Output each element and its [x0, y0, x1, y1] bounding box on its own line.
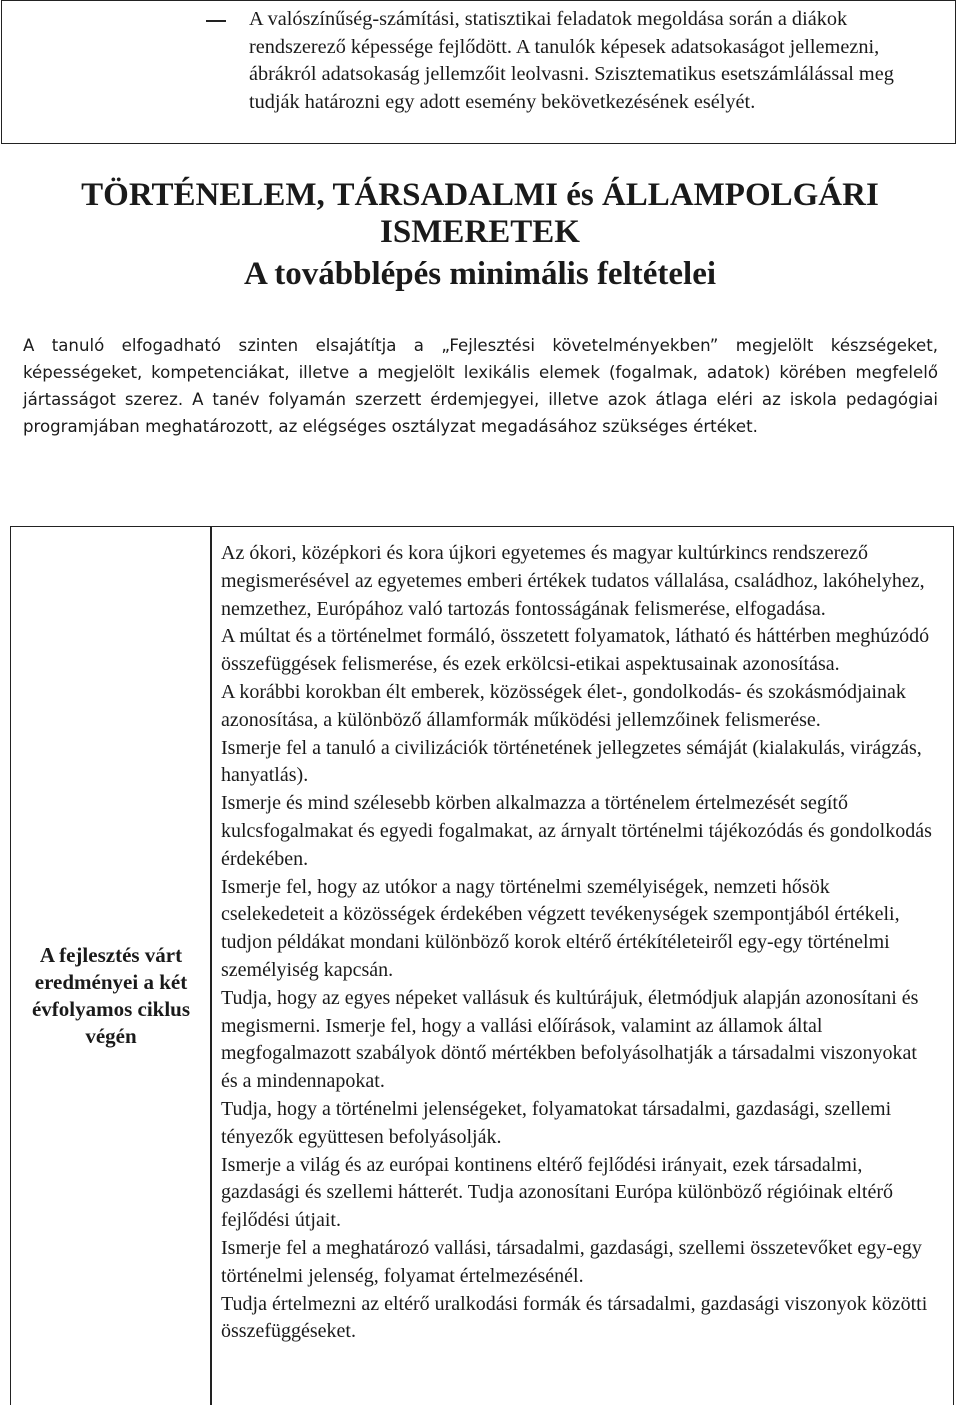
outcome-paragraph: Tudja, hogy az egyes népeket vallásuk és kultúrájuk, életmódjuk alapján azonosítani és megismerni. Ismerje fel, hogy a vallási előírások, valamint az államok által megfogalmazott szabályok döntő mértékben befolyásolhatják a társadalmi viszonyokat és a mindennapokat.	[221, 986, 919, 1093]
section-title-line-1: TÖRTÉNELEM, TÁRSADALMI és ÁLLAMPOLGÁRI	[81, 177, 879, 213]
outcome-paragraph: Ismerje fel a tanuló a civilizációk történetének jellegzetes sémáját (kialakulás, virágzás, hanyatlás).	[221, 736, 922, 787]
section-title-line-2: ISMERETEK	[380, 214, 580, 250]
section-subtitle: A továbblépés minimális feltételei	[243, 256, 717, 292]
outcomes-label: A fejlesztés várt eredményei a két évfolyamos ciklus végén	[31, 943, 191, 1048]
top-table-cell	[1, 0, 956, 144]
bullet-text: A valószínűség-számítási, statisztikai feladatok megoldása során a diákok rendszerező képessége fejlődött. A tanulók képesek adatsokaságot jellemezni, ábrákról adatsokaság jellemzőit leolvasni. Szisztematikus esetszámlálással meg tudják határozni egy adott esemény bekövetkezésének esélyét.	[249, 8, 894, 113]
outcomes-content-cell	[221, 540, 933, 1346]
column-divider	[210, 527, 212, 1405]
dash-bullet	[206, 20, 226, 22]
outcome-paragraph: A múltat és a történelmet formáló, összetett folyamatok, látható és háttérben meghúzódó összefüggések felismerése, és ezek erkölcsi-etikai aspektusainak azonosítása.	[221, 625, 930, 676]
intro-paragraph: A tanuló elfogadható szinten elsajátítja a „Fejlesztési követelményekben” megjelölt készségeket, képességeket, kompetenciákat, illetve a megjelölt lexikális elemek (fogalmak, adatok) körében megfelelő jártasságot szerez. A tanév folyamán szerzett érdemjegyei, illetve azok átlaga eléri az iskola pedagógiai programjában meghatározott, az elégséges osztályzat megadásához szükséges értéket.	[23, 336, 938, 436]
outcomes-table	[10, 526, 954, 1405]
outcome-paragraph: A korábbi korokban élt emberek, közösségek élet-, gondolkodás- és szokásmódjainak azonosítása, a különböző államformák működési jellemzőinek felismerése.	[221, 680, 906, 731]
outcome-paragraph: Ismerje és mind szélesebb körben alkalmazza a történelem értelmezését segítő kulcsfogalmakat és egyedi fogalmakat, az árnyalt történelmi tájékozódás és gondolkodás érdekében.	[221, 792, 932, 870]
outcomes-label-cell	[11, 527, 211, 1405]
outcome-paragraph: Ismerje fel a meghatározó vallási, társadalmi, gazdasági, szellemi összetevőket egy-egy történelmi jelenség, folyamat értelmezésénél.	[221, 1236, 922, 1287]
outcome-paragraph: Tudja értelmezni az eltérő uralkodási formák és társadalmi, gazdasági viszonyok közötti összefüggéseket.	[221, 1292, 928, 1343]
outcome-paragraph: Tudja, hogy a történelmi jelenségeket, folyamatokat társadalmi, gazdasági, szellemi tényezők együttesen befolyásolják.	[221, 1097, 892, 1148]
outcome-paragraph: Ismerje fel, hogy az utókor a nagy történelmi személyiségek, nemzeti hősök cselekedeteit a közösségek érdekében végzett tevékenységek szempontjából értékeli, tudjon példákat mondani különböző korok eltérő értékítéleteiről egy-egy történelmi személyiség kapcsán.	[221, 875, 900, 981]
outcome-paragraph: Ismerje a világ és az európai kontinens eltérő fejlődési irányait, ezek társadalmi, gazdasági és szellemi hátterét. Tudja azonosítani Európa különböző régióinak eltérő fejlődési útjait.	[221, 1153, 894, 1232]
outcome-paragraph: Az ókori, középkori és kora újkori egyetemes és magyar kultúrkincs rendszerező megismerésével az egyetemes emberi értékek tudatos vállalása, családhoz, lakóhelyhez, nemzethez, Európához való tartozás fontosságának felismerése, elfogadása.	[221, 542, 925, 620]
